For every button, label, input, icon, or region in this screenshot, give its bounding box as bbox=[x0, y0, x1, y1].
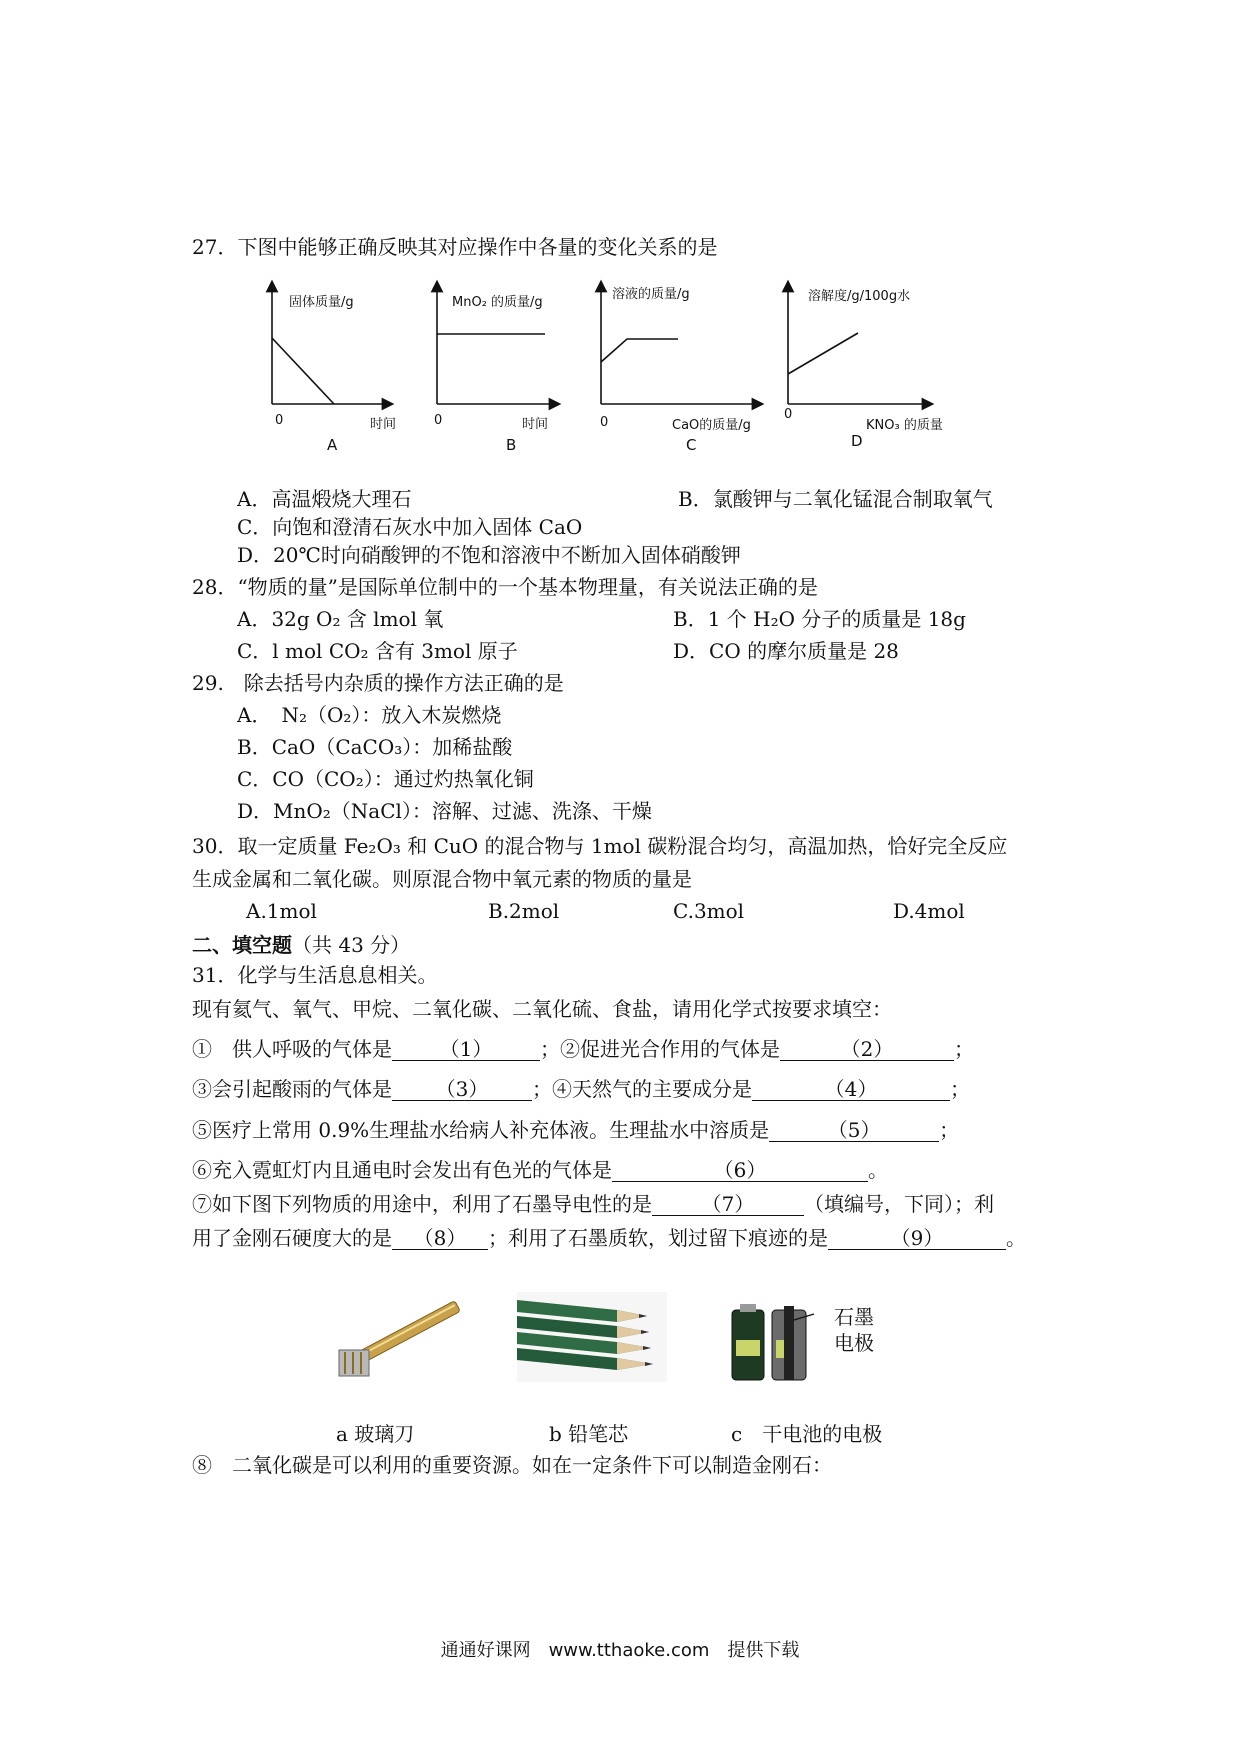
q29-option-b: B．CaO（CaCO₃）：加稀盐酸 bbox=[237, 735, 513, 759]
graph-a-origin: 0 bbox=[275, 413, 284, 428]
q31-item-7-note: （填编号，下同）；利 bbox=[804, 1192, 994, 1216]
q27-option-a: A．高温煅烧大理石 bbox=[237, 487, 412, 511]
graph-a-ylabel: 固体质量/g bbox=[289, 295, 354, 310]
graph-d-ylabel: 溶解度/g/100g水 bbox=[808, 289, 911, 304]
q31-line-2 bbox=[192, 1076, 970, 1102]
q31-item-5-text: ⑤医疗上常用 0.9%生理盐水给病人补充体液。生理盐水中溶质是 bbox=[192, 1118, 770, 1142]
q30-option-d: D.4mol bbox=[893, 899, 965, 923]
q31-line-1-end: ； bbox=[954, 1037, 974, 1061]
glass-cutter-image bbox=[335, 1290, 475, 1380]
graph-a-line bbox=[272, 338, 334, 404]
blank-4[interactable]: （4） bbox=[752, 1076, 950, 1101]
q31-item-4-text: ；④天然气的主要成分是 bbox=[532, 1077, 752, 1101]
blank-9[interactable]: （9） bbox=[828, 1225, 1006, 1250]
q31-item-7-text: ⑦如下图下列物质的用途中，利用了石墨导电性的是 bbox=[192, 1192, 652, 1216]
q30-line-2: 生成金属和二氧化碳。则原混合物中氧元素的物质的量是 bbox=[192, 867, 692, 891]
q27-option-b: B．氯酸钾与二氧化锰混合制取氧气 bbox=[678, 487, 993, 511]
q30-option-a: A.1mol bbox=[246, 899, 317, 923]
q31-line-6-end: 。 bbox=[1006, 1226, 1026, 1250]
graph-d-letter: D bbox=[851, 432, 863, 450]
blank-2[interactable]: （2） bbox=[780, 1036, 954, 1061]
q28-stem: 28．“物质的量”是国际单位制中的一个基本物理量，有关说法正确的是 bbox=[192, 575, 818, 599]
section-2-score: （共 43 分） bbox=[292, 933, 411, 957]
q31-line-3-end: ； bbox=[939, 1118, 960, 1142]
q29-stem: 29. 除去括号内杂质的操作方法正确的是 bbox=[192, 671, 564, 695]
graph-d-xlabel: KNO₃ 的质量 bbox=[866, 418, 943, 433]
q27-option-c: C．向饱和澄清石灰水中加入固体 CaO bbox=[237, 515, 583, 539]
q27-option-d: D．20℃时向硝酸钾的不饱和溶液中不断加入固体硝酸钾 bbox=[237, 543, 741, 567]
q28-option-d: D．CO 的摩尔质量是 28 bbox=[673, 639, 899, 663]
blank-5[interactable]: （5） bbox=[769, 1117, 939, 1142]
graph-c-ylabel: 溶液的质量/g bbox=[612, 287, 690, 302]
q28-option-b: B．1 个 H₂O 分子的质量是 18g bbox=[673, 607, 966, 631]
q30-line-1: 30．取一定质量 Fe₂O₃ 和 CuO 的混合物与 1mol 碳粉混合均匀，高温加热，恰好完全反应 bbox=[192, 834, 1008, 858]
blank-6[interactable]: （6） bbox=[612, 1157, 868, 1182]
caption-b: b 铅笔芯 bbox=[549, 1422, 629, 1446]
q31-intro: 现有氦气、氧气、甲烷、二氧化碳、二氧化硫、食盐，请用化学式按要求填空： bbox=[192, 997, 892, 1021]
graph-d-line bbox=[788, 333, 858, 374]
q31-item-1-text: ① 供人呼吸的气体是 bbox=[192, 1037, 392, 1061]
q29-option-d: D．MnO₂（NaCl）：溶解、过滤、洗涤、干燥 bbox=[237, 799, 652, 823]
caption-c: c 干电池的电极 bbox=[731, 1422, 883, 1446]
q27-stem: 27．下图中能够正确反映其对应操作中各量的变化关系的是 bbox=[192, 235, 718, 259]
q30-option-c: C.3mol bbox=[673, 899, 745, 923]
q29-option-c: C．CO（CO₂）：通过灼热氧化铜 bbox=[237, 767, 534, 791]
q28-option-c: C．l mol CO₂ 含有 3mol 原子 bbox=[237, 639, 518, 663]
q31-line-6 bbox=[192, 1225, 1026, 1251]
section-2-heading bbox=[192, 932, 410, 958]
q31-line-2-end: ； bbox=[950, 1077, 970, 1101]
graph-c-origin: 0 bbox=[600, 415, 609, 430]
q28-option-a: A．32g O₂ 含 lmol 氧 bbox=[237, 607, 444, 631]
q31-item-8-text: 用了金刚石硬度大的是 bbox=[192, 1226, 392, 1250]
q31-line-4 bbox=[192, 1157, 888, 1183]
blank-8[interactable]: （8） bbox=[392, 1225, 488, 1250]
q29-option-a: A． N₂（O₂）：放入木炭燃烧 bbox=[237, 703, 502, 727]
battery-label: 石墨电极 bbox=[834, 1305, 874, 1355]
q31-line-1 bbox=[192, 1036, 974, 1062]
graph-c bbox=[601, 286, 758, 404]
graph-b-xlabel: 时间 bbox=[522, 417, 549, 432]
q30-option-b: B.2mol bbox=[488, 899, 560, 923]
q31-item-2-text: ；②促进光合作用的气体是 bbox=[540, 1037, 780, 1061]
q31-item-9-text: ；利用了石墨质软，划过留下痕迹的是 bbox=[488, 1226, 828, 1250]
battery-image bbox=[728, 1300, 818, 1385]
q31-item-3-text: ③会引起酸雨的气体是 bbox=[192, 1077, 392, 1101]
caption-a: a 玻璃刀 bbox=[336, 1422, 415, 1446]
q31-line-3 bbox=[192, 1117, 959, 1143]
graph-a-letter: A bbox=[327, 436, 338, 454]
q27-graphs bbox=[0, 275, 1240, 475]
q31-item-8-line: ⑧ 二氧化碳是可以利用的重要资源。如在一定条件下可以制造金刚石： bbox=[192, 1453, 832, 1477]
blank-1[interactable]: （1） bbox=[392, 1036, 540, 1061]
blank-3[interactable]: （3） bbox=[392, 1076, 532, 1101]
graph-c-line bbox=[601, 339, 678, 362]
graph-d-origin: 0 bbox=[784, 407, 793, 422]
blank-7[interactable]: （7） bbox=[652, 1191, 804, 1216]
graph-c-letter: C bbox=[686, 436, 697, 454]
q31-stem: 31．化学与生活息息相关。 bbox=[192, 963, 438, 987]
page-footer: 通通好课网 www.tthaoke.com 提供下载 bbox=[440, 1640, 800, 1661]
pencils-image bbox=[517, 1292, 667, 1382]
graph-a-xlabel: 时间 bbox=[370, 417, 397, 432]
q31-line-4-end: 。 bbox=[868, 1158, 888, 1182]
q31-item-6-text: ⑥充入霓虹灯内且通电时会发出有色光的气体是 bbox=[192, 1158, 612, 1182]
section-2-title: 二、填空题 bbox=[192, 933, 292, 957]
graph-b-letter: B bbox=[506, 436, 517, 454]
graph-c-xlabel: CaO的质量/g bbox=[672, 418, 751, 433]
q31-line-5 bbox=[192, 1191, 994, 1217]
graph-b-ylabel: MnO₂ 的质量/g bbox=[452, 295, 543, 310]
graph-b-origin: 0 bbox=[434, 413, 443, 428]
